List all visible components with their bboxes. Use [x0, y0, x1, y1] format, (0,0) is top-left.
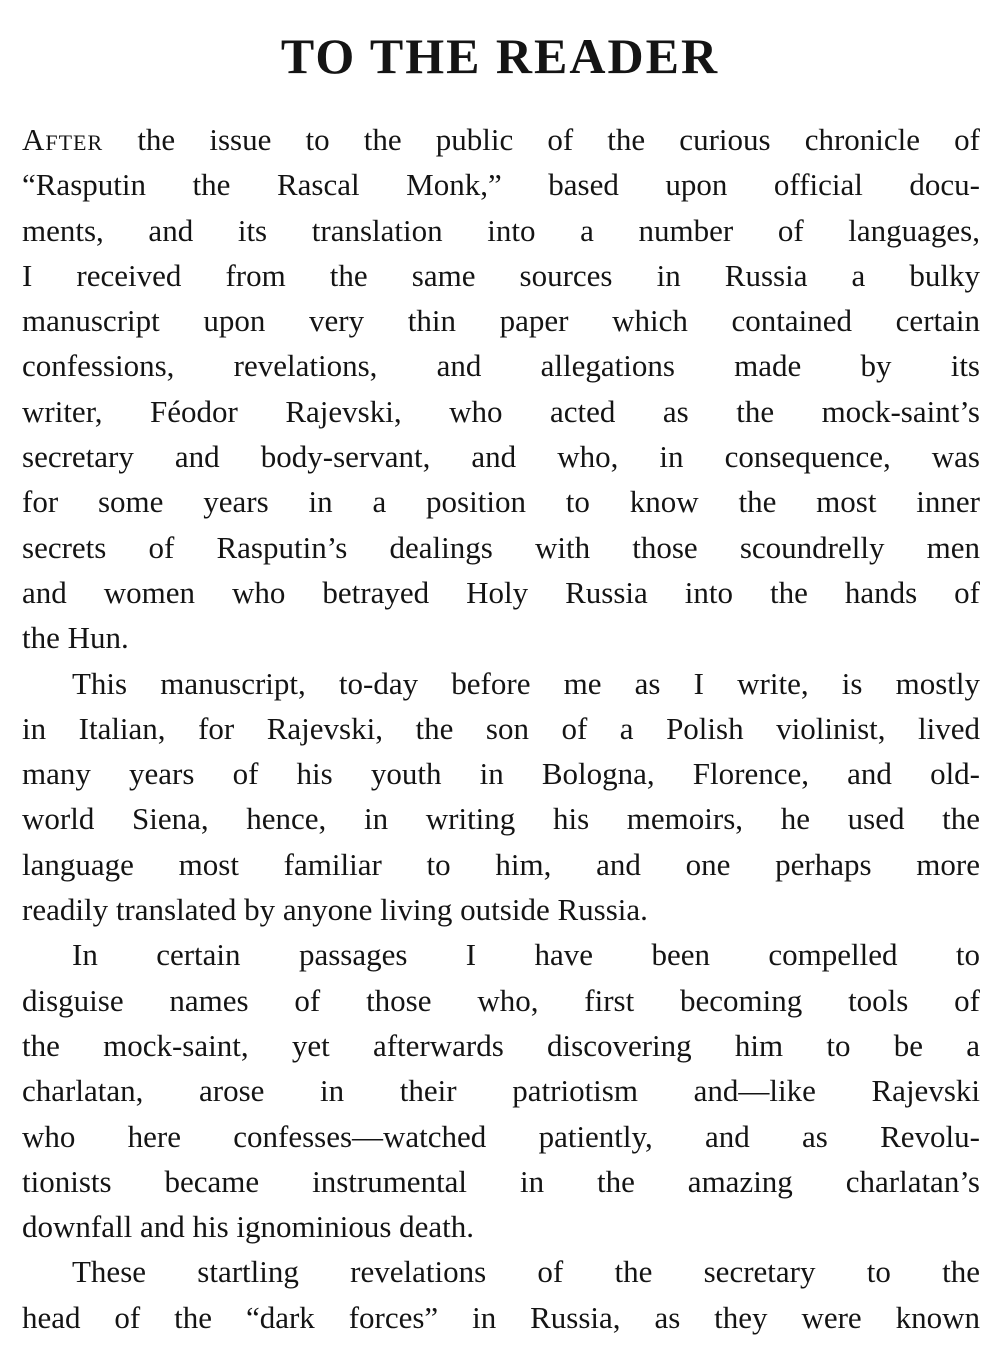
text-line: ments, and its translation into a number of languages, [22, 212, 980, 248]
text-line: tionists became instrumental in the amazing charlatan’s [22, 1163, 980, 1199]
text-line: who here confesses—watched patiently, and as Revolu- [22, 1118, 980, 1154]
page-title: TO THE READER [280, 28, 720, 84]
text-line: “Rasputin the Rascal Monk,” based upon official docu- [22, 167, 980, 203]
text-line: disguise names of those who, first becoming tools of [22, 982, 980, 1018]
text-line: secrets of Rasputin’s dealings with those scoundrelly men [22, 529, 980, 565]
text-line: the mock-saint, yet afterwards discovering him to be a [22, 1027, 980, 1063]
text-line: secretary and body-servant, and who, in consequence, was [22, 439, 980, 475]
text-line: readily translated by anyone living outside Russia. [22, 892, 648, 928]
text-line: writer, Féodor Rajevski, who acted as the mock-saint’s [22, 393, 980, 429]
text-line: In certain passages I have been compelled to [72, 937, 980, 973]
text-line: These startling revelations of the secretary to the [72, 1254, 980, 1290]
drop-word: After [22, 122, 104, 157]
text-line: downfall and his ignominious death. [22, 1209, 475, 1245]
text-line: the Hun. [22, 620, 129, 656]
text-line: head of the “dark forces” in Russia, as they were known [22, 1299, 980, 1335]
text-line: This manuscript, to-day before me as I write, is mostly [72, 665, 980, 701]
text-line: and women who betrayed Holy Russia into the hands of [22, 574, 980, 610]
body-text [22, 117, 980, 1340]
text-line: I received from the same sources in Russia a bulky [22, 257, 980, 293]
text-line: confessions, revelations, and allegations made by its [22, 348, 980, 384]
text-line: charlatan, arose in their patriotism and—like Rajevski [22, 1073, 980, 1109]
text-line: many years of his youth in Bologna, Florence, and old- [22, 756, 980, 792]
text-line: world Siena, hence, in writing his memoirs, he used the [22, 801, 980, 837]
line-text: the issue to the public of the curious chronicle of [103, 122, 980, 157]
text-line [22, 117, 980, 162]
text-line: for some years in a position to know the most inner [22, 484, 980, 520]
text-line: in Italian, for Rajevski, the son of a Polish violinist, lived [22, 710, 980, 746]
text-line: manuscript upon very thin paper which contained certain [22, 303, 980, 339]
text-line: language most familiar to him, and one perhaps more [22, 846, 980, 882]
